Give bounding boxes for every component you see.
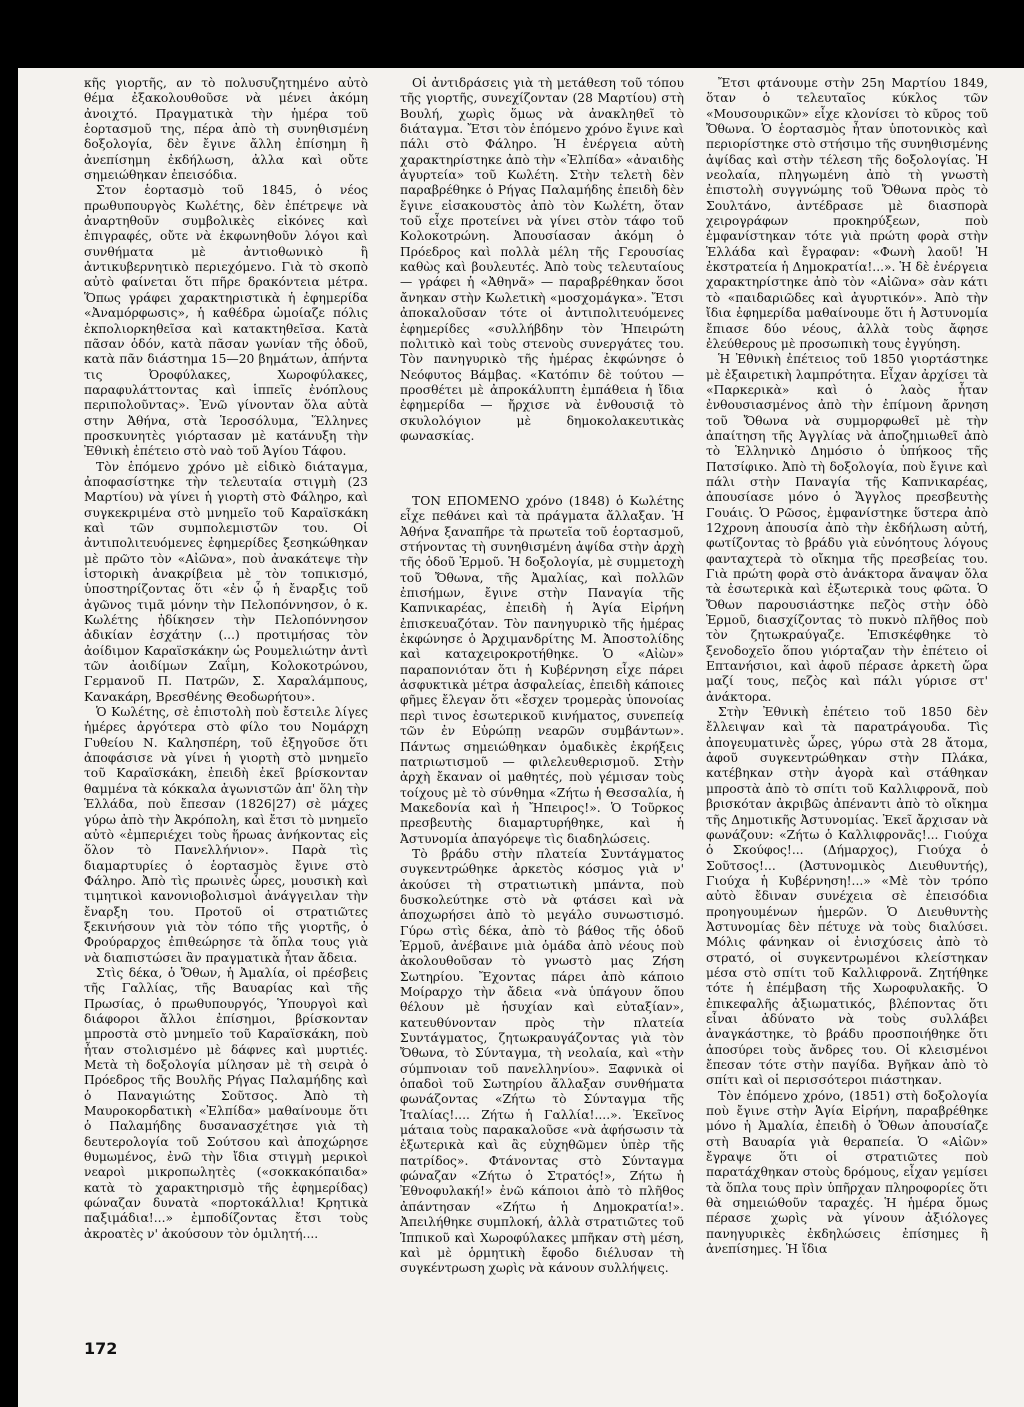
text-column-right (706, 76, 988, 1336)
paragraph: Τὸν ἑπόμενο χρόνο μὲ εἰδικὸ διάταγμα, ἀποφασίστηκε τὴν τελευταία στιγμὴ (23 Μαρτίου) νὰ γίνει ἡ γιορτὴ στὸ Φάληρο, καὶ συγκεκριμένα στὸ μνημεῖο τοῦ Καραϊσκάκη καὶ τῶν συμπολεμιστῶν του. Οἱ ἀντιπολιτευόμενες ἐφημερίδες ξεσηκώθηκαν μὲ πρῶτο τὸν «Αἰῶνα», ποὺ ἀνακάτεψε τὴν ἱστορικὴ ἀνακρίβεια μὲ τὸν τοπικισμό, ὑποστηρίζοντας ὅτι «ἐν ᾧ ἡ ἔναρξις τοῦ ἀγῶνος τιμᾶ μόνην τὴν Πελοπόννησον, ὁ κ. Κωλέτης ἠδίκησεν τὴν Πελοπόννησον ἀδικίαν ἐσχάτην (...) προτιμήσας τὸν ἀοίδιμον Καραϊσκάκην ὡς Ρουμελιώτην ἀντὶ τῶν ἀοιδίμων Ζαΐμη, Κολοκοτρώνου, Γερμανοῦ Π. Πατρῶν, Σ. Χαραλάμπους, Κανακάρη, Βρεσθένης Θεοδωρήτου». (84, 459, 368, 704)
page-number: 172 (84, 1339, 118, 1358)
paragraph: Στὶς δέκα, ὁ Ὄθων, ἡ Ἀμαλία, οἱ πρέσβεις τῆς Γαλλίας, τῆς Βαυαρίας καὶ τῆς Πρωσίας, ὁ πρωθυπουργός, Ὑπουργοὶ καὶ διάφοροι ἄλλοι ἐπίσημοι, βρίσκονταν μπροστὰ στὸ μνημεῖο τοῦ Καραϊσκάκη, ποὺ ἦταν στολισμένο μὲ δάφνες καὶ μυρτιές. Μετὰ τὴ δοξολογία μίλησαν μὲ τὴ σειρὰ ὁ Πρόεδρος τῆς Βουλῆς Ρήγας Παλαμήδης καὶ ὁ Παναγιώτης Σοῦτσος. Ἀπὸ τὴ Μαυροκορδατικὴ «Ἐλπίδα» μαθαίνουμε ὅτι ὁ Παλαμήδης δυσανασχέτησε γιὰ τὴ δευτερολογία τοῦ Σούτσου καὶ ἀποχώρησε θυμωμένος, ἐνῶ τὴν ἴδια στιγμὴ μερικοὶ νεαροὶ μικροπωλητὲς («σοκκακόπαιδα» κατὰ τὸ χαρακτηρισμὸ τῆς ἐφημερίδας) φώναζαν δυνατὰ «πορτοκάλλια! Κρητικὰ παξιμάδια!...» ἐμποδίζοντας ἔτσι τοὺς ἀκροατὲς ν' ἀκούσουν τὸν ὁμιλητή.... (84, 965, 368, 1241)
paragraph: Στὴν Ἐθνικὴ ἐπέτειο τοῦ 1850 δὲν ἔλλειψαν καὶ τὰ παρατράγουδα. Τὶς ἀπογευματινὲς ὧρες, γύρω στὰ 28 ἄτομα, ἀφοῦ συγκεντρώθηκαν στὴν Πλάκα, κατέβηκαν στὴν ἀγορὰ καὶ στάθηκαν μπροστὰ ἀπὸ τὸ σπίτι τοῦ Καλλιφρονᾶ, ποὺ βρισκόταν ἀκριβῶς ἀπέναντι ἀπὸ τὸ οἴκημα τῆς Δημοτικῆς Ἀστυνομίας. Ἐκεῖ ἄρχισαν νὰ φωνάζουν: «Ζήτω ὁ Καλλιφρονᾶς!... Γιούχα ὁ Σκούφος!... (Δήμαρχος), Γιούχα ὁ Σοῦτσος!... (Ἀστυνομικὸς Διευθυντής), Γιούχα ἡ Κυβέρνηση!...» «Μὲ τὸν τρόπο αὐτὸ ἔδιναν συνέχεια σὲ ἐπεισόδια προηγουμένων ἡμερῶν. Ὁ Διευθυντὴς Ἀστυνομίας δὲν πέτυχε νὰ τοὺς διαλύσει. Μόλις φάνηκαν οἱ ἐνισχύσεις ἀπὸ τὸ στρατό, οἱ συγκεντρωμένοι κλείστηκαν μέσα στὸ σπίτι τοῦ Καλλιφρονᾶ. Ζητήθηκε τότε ἡ ἐπέμβαση τῆς Χωροφυλακῆς. Ὁ ἐπικεφαλῆς ἀξιωματικός, βλέποντας ὅτι εἶναι ἀδύνατο νὰ τοὺς συλλάβει ἀναγκάστηκε, τὸ βράδυ προσποιήθηκε ὅτι ἀποσύρει τοὺς ἄνδρες του. Οἱ κλεισμένοι ἔπεσαν τότε στὴν παγίδα. Βγῆκαν ἀπὸ τὸ σπίτι καὶ οἱ περισσότεροι πιάστηκαν. (706, 705, 988, 1088)
paragraph: Οἱ ἀντιδράσεις γιὰ τὴ μετάθεση τοῦ τόπου τῆς γιορτῆς, συνεχίζονταν (28 Μαρτίου) στὴ Βουλή, χωρὶς ὅμως νὰ ἀνακληθεῖ τὸ διάταγμα. Ἔτσι τὸν ἑπόμενο χρόνο ἔγινε καὶ πάλι στὸ Φάληρο. Ἡ ἐνέργεια αὐτὴ χαρακτηρίστηκε ἀπὸ τὴν «Ἐλπίδα» «ἀναιδὴς ἀγυρτεία» τοῦ Κωλέτη. Στὴν τελετὴ δὲν παραβρέθηκε ὁ Ρήγας Παλαμήδης ἐπειδὴ δὲν ἔγινε εἰσακουστὸς ἀπὸ τὸν Κωλέτη, ὅταν τοῦ εἶχε προτείνει νὰ γίνει στὸν τάφο τοῦ Κολοκοτρώνη. Ἀπουσίασαν ἀκόμη ὁ Πρόεδρος καὶ πολλὰ μέλη τῆς Γερουσίας καθὼς καὶ βουλευτές. Ἀπὸ τοὺς τελευταίους — γράφει ἡ «Ἀθηνᾶ» — παραβρέθηκαν ὅσοι ἄνηκαν στὴν Κωλετικὴ «μοσχομάγκα». Ἔτσι ἀποκαλοῦσαν τότε οἱ ἀντιπολιτευόμενες ἐφημερίδες «συλλήβδην τὸν Ἠπειρώτη πολιτικὸ καὶ τοὺς στενοὺς συνεργάτες του. Τὸν πανηγυρικὸ τῆς ἡμέρας ἐκφώνησε ὁ Νεόφυτος Βάμβας. «Κατόπιν δὲ τούτου — προσθέτει μὲ ἀπροκάλυπτη ἐμπάθεια ἡ ἴδια ἐφημερίδα — ἤρχισε νὰ ἐνθουσιᾷ τὸ σκυλολόγιον μὲ δημοκολακευτικὰς φωνασκίας. (400, 76, 684, 443)
paragraph: ΤΟΝ ΕΠΟΜΕΝΟ χρόνο (1848) ὁ Κωλέτης εἶχε πεθάνει καὶ τὰ πράγματα ἄλλαξαν. Ἡ Ἀθήνα ξαναπῆρε τὰ πρωτεῖα τοῦ ἑορτασμοῦ, στήνοντας τὴ συνηθισμένη ἁψίδα στὴν ἀρχὴ τῆς ὁδοῦ Ἑρμοῦ. Ἡ δοξολογία, μὲ συμμετοχὴ τοῦ Ὄθωνα, τῆς Ἀμαλίας, καὶ πολλῶν ἐπισήμων, ἔγινε στὴν Παναγία τῆς Καπνικαρέας, ἐπειδὴ ἡ Ἁγία Εἰρήνη ἐπισκευαζόταν. Τὸν πανηγυρικὸ τῆς ἡμέρας ἐκφώνησε ὁ Ἀρχιμανδρίτης Μ. Ἀποστολίδης καὶ καταχειροκροτήθηκε. Ὁ «Αἰὼν» παραπονιόταν ὅτι ἡ Κυβέρνηση εἶχε πάρει ἀσφυκτικὰ μέτρα ἀσφαλείας, ἐπειδὴ κάποιες φῆμες ἔλεγαν ὅτι «ἔσχεν τρομερὰς ὑπονοίας περὶ τινος ἐσωτερικοῦ κινήματος, συνεπείᾳ τῶν ἐν Εὐρώπῃ νεαρῶν συμβάντων». Πάντως σημειώθηκαν ὁμαδικὲς ἐκρήξεις πατριωτισμοῦ — φιλελευθερισμοῦ. Στὴν ἀρχὴ ἔκαναν οἱ μαθητές, ποὺ γέμισαν τοὺς τοίχους μὲ τὸ σύνθημα «Ζήτω ἡ Θεσσαλία, ἡ Μακεδονία καὶ ἡ Ἤπειρος!». Ὁ Τοῦρκος πρεσβευτὴς διαμαρτυρήθηκε, καὶ ἡ Ἀστυνομία ἀπαγόρεψε τὶς διαδηλώσεις. (400, 494, 684, 846)
text-column-middle-lower (400, 494, 684, 1338)
paragraph: Ὁ Κωλέτης, σὲ ἐπιστολὴ ποὺ ἔστειλε λίγες ἡμέρες ἀργότερα στὸ φίλο του Νομάρχη Γυθείου Ν. Καλησπέρη, τοῦ ἐξηγοῦσε ὅτι ἀποφάσισε νὰ γίνει ἡ γιορτὴ στὸ μνημεῖο τοῦ Καραϊσκάκη, ἐπειδὴ ἐκεῖ βρίσκονταν θαμμένα τὰ κόκκαλα ἀγωνιστῶν ἀπ' ὅλη τὴν Ἑλλάδα, ποὺ ἔπεσαν (1826|27) σὲ μάχες γύρω ἀπὸ τὴν Ἀκρόπολη, καὶ ἔτσι τὸ μνημεῖο αὐτὸ «ἐμπεριέχει τοὺς ἥρωας ἀνήκοντας εἰς ὅλον τὸ Πανελλήνιον». Παρὰ τὶς διαμαρτυρίες ὁ ἑορτασμὸς ἔγινε στὸ Φάληρο. Ἀπὸ τὶς πρωινὲς ὧρες, μουσικὴ καὶ τιμητικοὶ κανονιοβολισμοὶ ἀνάγγειλαν τὴν ἔναρξη του. Προτοῦ οἱ στρατιῶτες ξεκινήσουν γιὰ τὸν τόπο τῆς γιορτῆς, ὁ Φρούραρχος ἐπιθεώρησε τὰ ὅπλα τους γιὰ νὰ διαπιστώσει ἂν πραγματικὰ ἦταν ἄδεια. (84, 705, 368, 965)
paragraph: Στον ἑορτασμὸ τοῦ 1845, ὁ νέος πρωθυπουργὸς Κωλέτης, δὲν ἐπέτρεψε νὰ ἀναρτηθοῦν συμβολικὲς εἰκόνες καὶ ἐπιγραφές, οὔτε νὰ ἐκφωνηθοῦν λόγοι καὶ συνθήματα μὲ ἀντιοθωνικὸ ἢ ἀντικυβερνητικὸ περιεχόμενο. Γιὰ τὸ σκοπὸ αὐτὸ φαίνεται ὅτι πῆρε δρακόντεια μέτρα. Ὅπως γράφει χαρακτηριστικὰ ἡ ἐφημερίδα «Ἀναμόρφωσις», ἡ καθέδρα ὡμοίαζε πόλις ἐκπολιορκηθεῖσα καὶ κατακτηθεῖσα. Κατὰ πᾶσαν ὁδόν, κατὰ πᾶσαν γωνίαν τῆς ὁδοῦ, κατὰ πᾶν διάστημα 15—20 βημάτων, ἀπήντα τις Ὀροφύλακες, Χωροφύλακες, παραφυλάττοντας καὶ ἱππεῖς ἐνόπλους περιπολοῦντας». Ἐνῶ γίνονταν ὅλα αὐτὰ στην Ἀθήνα, στὰ Ἱεροσόλυμα, Ἕλληνες προσκυνητὲς γιόρτασαν μὲ κατάνυξη τὴν Ἐθνικὴ ἐπέτειο στὸ ναὸ τοῦ Ἁγίου Τάφου. (84, 183, 368, 459)
paragraph: Ἔτσι φτάνουμε στὴν 25η Μαρτίου 1849, ὅταν ὁ τελευταῖος κύκλος τῶν «Μουσουρικῶν» εἶχε κλονίσει τὸ κῦρος τοῦ Ὄθωνα. Ὁ ἑορτασμὸς ἦταν ὑποτονικὸς καὶ περιορίστηκε στὸ στήσιμο τῆς συνηθισμένης ἀψίδας καὶ στὴν τέλεση τῆς δοξολογίας. Ἡ νεολαία, πληγωμένη ἀπὸ τὴ γνωστὴ ἐπιστολὴ συγγνώμης τοῦ Ὄθωνα πρὸς τὸ Σουλτάνο, ἀντέδρασε μὲ διασπορὰ χειρογράφων προκηρύξεων, ποὺ ἐμφανίστηκαν τότε γιὰ πρώτη φορὰ στὴν Ἑλλάδα καὶ ἔγραφαν: «Φωνὴ λαοῦ! Ἡ ἐκστρατεία ἡ Δημοκρατία!...». Ἡ δὲ ἐνέργεια χαρακτηρίστηκε ἀπὸ τὸν «Αἰῶνα» σὰν κάτι τὸ «παιδαριῶδες καὶ ἀγυρτικόν». Ἀπὸ τὴν ἴδια ἐφημερίδα μαθαίνουμε ὅτι ἡ Ἀστυνομία ἔπιασε δύο νέους, ἀλλὰ τοὺς ἄφησε ἐλεύθερους μὲ προσωπικὴ τους ἐγγύηση. (706, 76, 988, 351)
text-column-left (84, 76, 368, 1338)
scan-left-border (0, 0, 18, 1407)
paragraph: Ἡ Ἐθνικὴ ἐπέτειος τοῦ 1850 γιορτάστηκε μὲ ἐξαιρετικὴ λαμπρότητα. Εἶχαν ἀρχίσει τὰ «Παρκερικὰ» καὶ ὁ λαὸς ἦταν ἐνθουσιασμένος ἀπὸ τὴν ἐπίμονη ἄρνηση τοῦ Ὄθωνα νὰ συμμορφωθεῖ μὲ τὴν ἀπαίτηση τῆς Ἀγγλίας νὰ ἀποζημιωθεῖ ἀπὸ τὸ Ἑλληνικὸ Δημόσιο ὁ ὑπήκοος τῆς Πατσίφικο. Ἀπὸ τὴ δοξολογία, ποὺ ἔγινε καὶ πάλι στὴν Παναγία τῆς Καπνικαρέας, ἀπουσίασε μόνο ὁ Ἄγγλος πρεσβευτὴς Γουάις. Ὁ Ρῶσος, ἐμφανίστηκε ὕστερα ἀπὸ 12χρονη ἀπουσία ἀπὸ τὴν ἐκδήλωση αὐτή, φωτίζοντας τὸ βράδυ γιὰ εὐνόητους λόγους φανταχτερὰ τὸ οἴκημα τῆς πρεσβείας του. Γιὰ πρώτη φορὰ στὸ ἀνάκτορα ἄναψαν ὅλα τὰ ἐσωτερικὰ καὶ ἐξωτερικὰ τους φῶτα. Ὁ Ὄθων παρουσιάστηκε πεζὸς στὴν ὁδὸ Ἑρμοῦ, διασχίζοντας τὸ πυκνὸ πλῆθος ποὺ τὸν ζητωκραύγαζε. Ἐπισκέφθηκε τὸ ξενοδοχεῖο ὅπου γιόρταζαν τὴν ἐπέτειο οἱ Επτανήσιοι, καὶ ἀφοῦ πέρασε ἀρκετὴ ὥρα μαζί τους, πεζὸς καὶ πάλι γύρισε στ' ἀνάκτορα. (706, 352, 988, 704)
scan-top-border (0, 0, 1024, 68)
paragraph: κῆς γιορτῆς, αν τὸ πολυσυζητημένο αὐτὸ θέμα ἐξακολουθοῦσε νὰ μένει ἀκόμη ἀνοιχτό. Πραγματικὰ τὴν ἡμέρα τοῦ ἑορτασμοῦ της, πέρα ἀπὸ τὴ συνηθισμένη δοξολογία, δὲν ἔγινε ἄλλη ἐπίσημη ἢ ἀνεπίσημη ἐκδήλωση, ἀλλα καὶ οὔτε σημειώθηκαν ἐπεισόδια. (84, 76, 368, 183)
paragraph: Τὸν ἑπόμενο χρόνο, (1851) στὴ δοξολογία ποὺ ἔγινε στὴν Ἁγία Εἰρήνη, παραβρέθηκε μόνο ἡ Ἀμαλία, ἐπειδὴ ὁ Ὄθων ἀπουσίαζε στὴ Βαυαρία γιὰ θεραπεία. Ὁ «Αἰῶν» ἔγραψε ὅτι οἱ στρατιῶτες ποὺ παρατάχθηκαν στοὺς δρόμους, εἶχαν γεμίσει τὰ ὅπλα τους πρὶν ὑπῆρχαν πληροφορίες ὅτι θὰ σημειώθοῦν ταραχές. Ἡ ἡμέρα ὅμως πέρασε χωρὶς νὰ γίνουν ἀξιόλογες πανηγυρικὲς ἐκδηλώσεις ἐπίσημες ἢ ἀνεπίσημες. Ἡ ἴδια (706, 1088, 988, 1257)
paragraph: Τὸ βράδυ στὴν πλατεία Συντάγματος συγκεντρώθηκε ἀρκετὸς κόσμος γιὰ ν' ἀκούσει τὴ στρατιωτικὴ μπάντα, ποὺ δυσκολεύτηκε στὸ νὰ φτάσει καὶ νὰ ἀποχωρήσει ἀπὸ τὸ μεγάλο συνωστισμό. Γύρω στὶς δέκα, ἀπὸ τὸ βάθος τῆς ὁδοῦ Ἑρμοῦ, ἀνέβαινε μιὰ ὁμάδα ἀπὸ νέους ποὺ ἀκολουθοῦσαν τὸ γνωστὸ μας Ζήση Σωτηρίου. Ἔχοντας πάρει ἀπὸ κάποιο Μοίραρχο τὴν ἄδεια «νὰ ὑπάγουν ὅπου θέλουν μὲ ἡσυχίαν καὶ εὐταξίαν», κατευθύνονταν πρὸς τὴν πλατεία Συντάγματος, ζητωκραυγάζοντας γιὰ τὸν Ὄθωνα, τὸ Σύνταγμα, τὴ νεολαία, καὶ «τὴν σύμπνοιαν τοῦ πανελληνίου». Ξαφνικὰ οἱ ὁπαδοὶ τοῦ Σωτηρίου ἄλλαξαν συνθήματα φωνάζοντας «Ζήτω τὸ Σύνταγμα τῆς Ἰταλίας!.... Ζήτω ἡ Γαλλία!....». Ἐκεῖνος μάταια τοὺς παρακαλοῦσε «νὰ ἀφήσωσιν τὰ ἐξωτερικὰ καὶ ἂς εὐχηθῶμεν ὑπὲρ τῆς πατρίδος». Φτάνοντας στὸ Σύνταγμα φώναζαν «Ζήτω ὁ Στρατός!», Ζήτω ἡ Ἐθνοφυλακή!» ἐνῶ κάποιοι ἀπὸ τὸ πλῆθος ἀπάντησαν «Ζήτω ἡ Δημοκρατία!». Ἀπειλήθηκε συμπλοκή, ἀλλὰ στρατιῶτες τοῦ Ἱππικοῦ καὶ Χωροφύλακες μπῆκαν στὴ μέση, καὶ μὲ ὁρμητικὴ ἔφοδο διέλυσαν τὴ συγκέντρωση χωρὶς νὰ κάνουν συλλήψεις. (400, 846, 684, 1276)
